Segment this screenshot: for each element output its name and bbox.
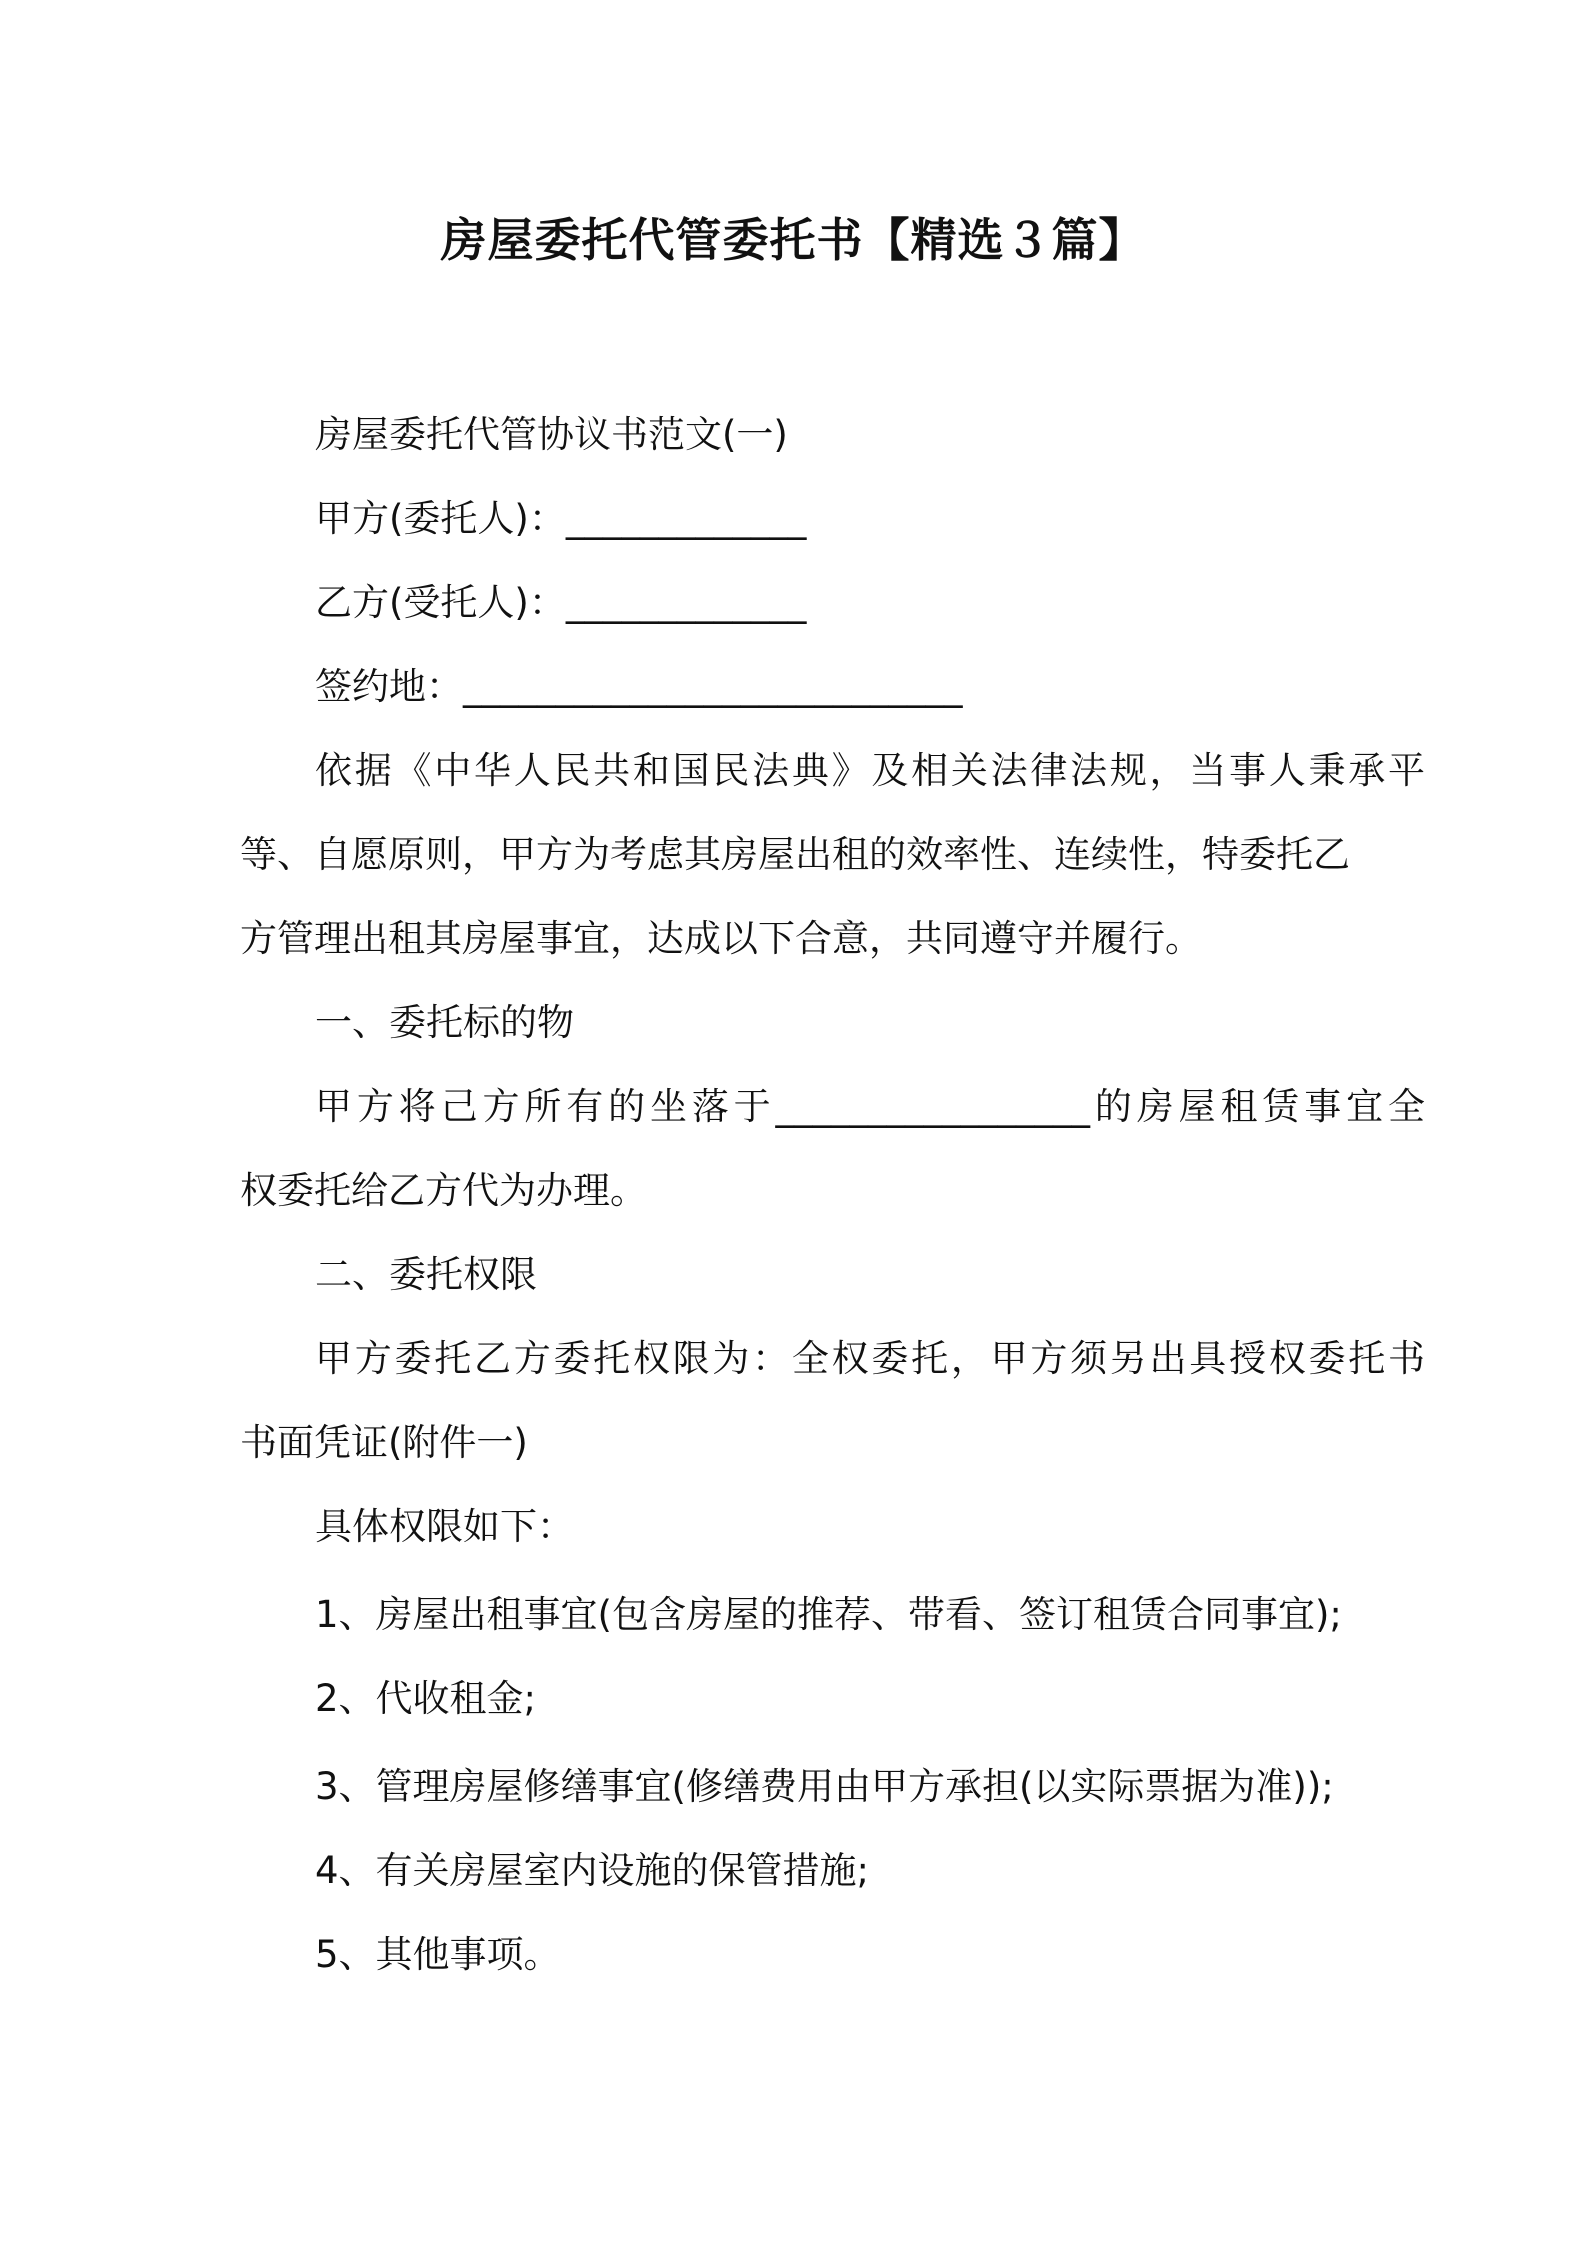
section-2-paragraph-line: 书面凭证(附件一) <box>240 1421 528 1464</box>
permission-item: 5、其他事项。 <box>315 1933 561 1976</box>
permission-item: 4、有关房屋室内设施的保管措施; <box>315 1849 870 1892</box>
party-a-field: 甲方(委托人)：_____________ <box>315 497 807 540</box>
sign-place-field: 签约地：___________________________ <box>315 665 963 708</box>
permission-item: 3、管理房屋修缮事宜(修缮费用由甲方承担(以实际票据为准)); <box>315 1765 1334 1808</box>
section-2-heading: 二、委托权限 <box>315 1253 537 1296</box>
intro-paragraph-line: 等、自愿原则，甲方为考虑其房屋出租的效率性、连续性，特委托乙 <box>240 833 1350 876</box>
section-1-heading: 一、委托标的物 <box>315 1001 574 1044</box>
intro-paragraph-line: 依据《中华人民共和国民法典》及相关法律法规，当事人秉承平 <box>315 749 1425 792</box>
section-1-paragraph-line: 甲方将己方所有的坐落于_________________的房屋租赁事宜全 <box>315 1085 1425 1128</box>
permission-item: 1、房屋出租事宜(包含房屋的推荐、带看、签订租赁合同事宜); <box>315 1593 1342 1636</box>
agreement-subtitle: 房屋委托代管协议书范文(一) <box>315 413 788 456</box>
permission-item: 2、代收租金; <box>315 1677 537 1720</box>
details-heading: 具体权限如下： <box>315 1505 574 1548</box>
party-b-field: 乙方(受托人)：_____________ <box>315 581 807 624</box>
intro-paragraph-line: 方管理出租其房屋事宜，达成以下合意，共同遵守并履行。 <box>240 917 1202 960</box>
document-title: 房屋委托代管委托书【精选３篇】 <box>440 213 1146 267</box>
section-2-paragraph-line: 甲方委托乙方委托权限为：全权委托，甲方须另出具授权委托书 <box>315 1337 1425 1380</box>
section-1-paragraph-line: 权委托给乙方代为办理。 <box>240 1169 647 1212</box>
